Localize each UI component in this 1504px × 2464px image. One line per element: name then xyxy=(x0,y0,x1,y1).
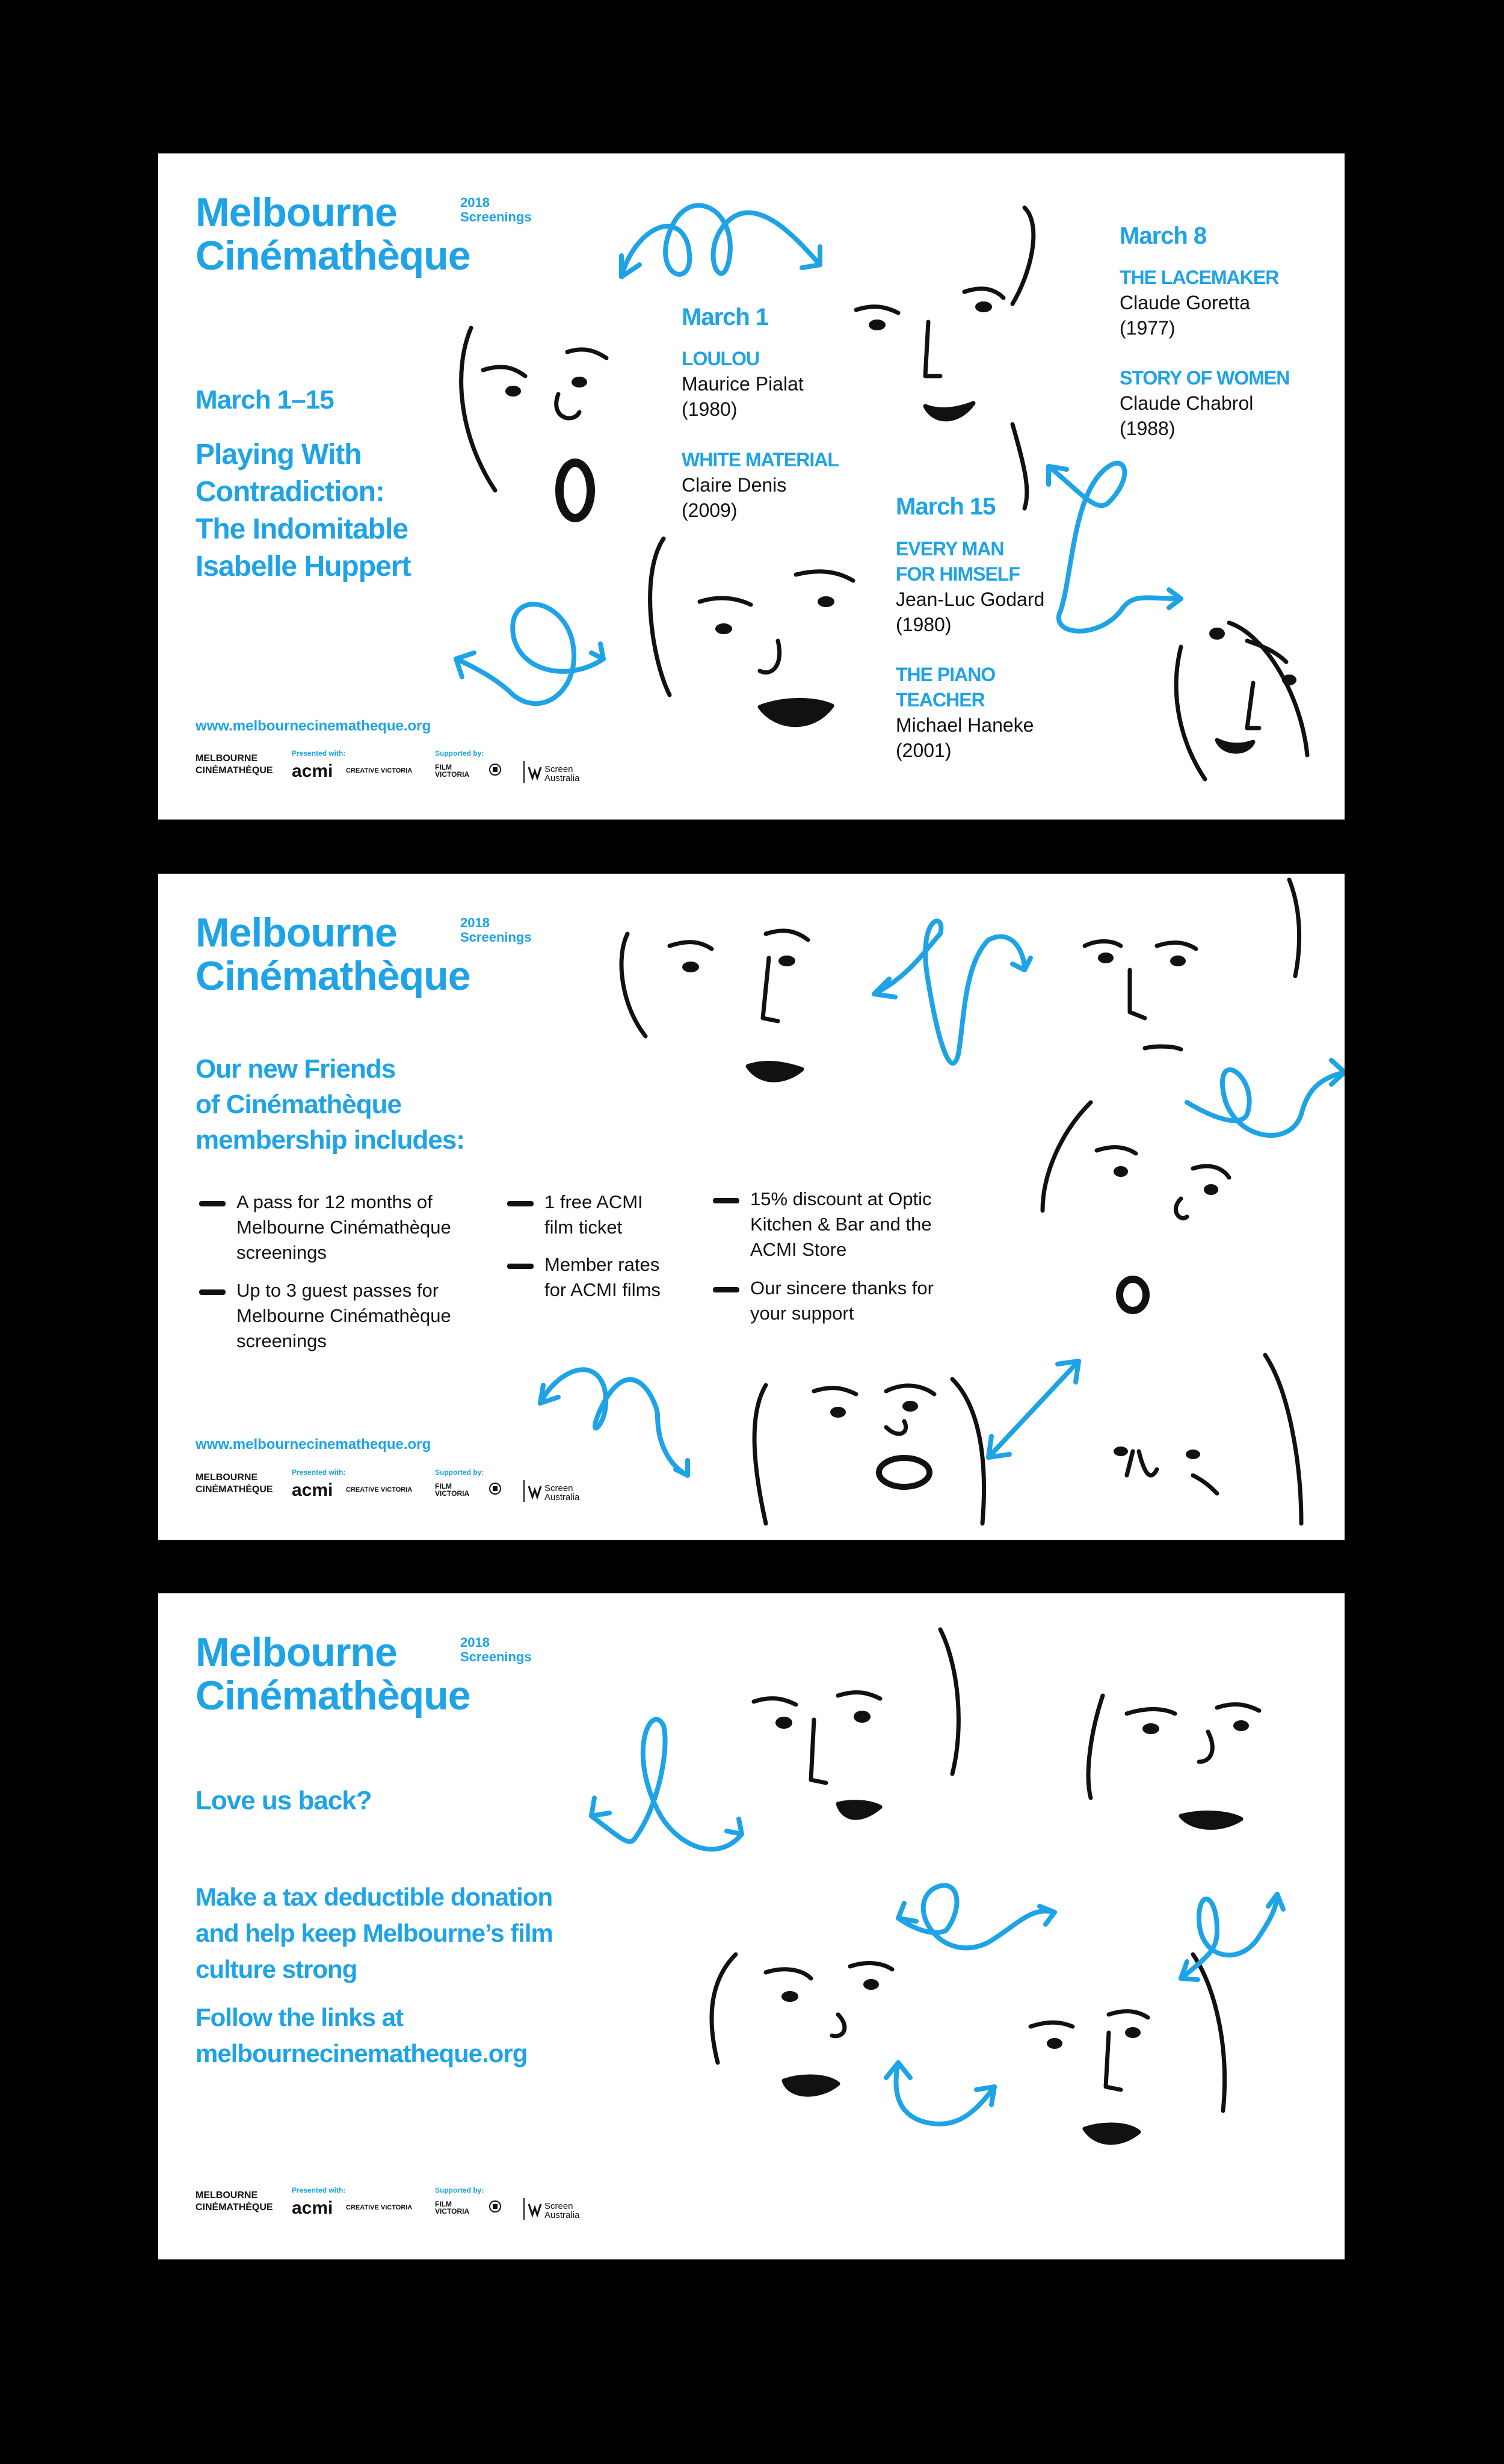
screen-australia-icon xyxy=(528,1484,542,1499)
benefit-item: Up to 3 guest passes for Melbourne Cinémathèque screenings xyxy=(236,1280,451,1351)
bullet-dash xyxy=(507,1201,534,1206)
divider xyxy=(523,2198,525,2220)
sponsor-strip xyxy=(196,749,629,785)
benefit-item: Our sincere thanks for your support xyxy=(750,1277,934,1324)
film-title: WHITE MATERIAL xyxy=(682,449,839,471)
film-director: Claude Chabrol xyxy=(1120,392,1254,414)
crest-icon xyxy=(487,1481,504,1497)
film-year: (1980) xyxy=(896,614,952,635)
membership-heading-line1: Our new Friends xyxy=(196,1054,396,1084)
brand-logo xyxy=(196,910,532,999)
screen-australia-logo: Screen Australia xyxy=(544,764,580,783)
date-march1: March 1 xyxy=(682,304,769,330)
sponsor-strip xyxy=(196,2186,629,2222)
membership-heading-line2: of Cinémathèque xyxy=(196,1090,401,1119)
brand-sub-line1: 2018 xyxy=(460,1635,490,1650)
film-title-line1: THE PIANO xyxy=(896,664,996,685)
bullet-dash xyxy=(713,1287,739,1292)
acmi-logo: acmi xyxy=(292,1480,333,1500)
creative-victoria-logo: CREATIVE VICTORIA xyxy=(346,2204,413,2211)
benefit-item: Member rates for ACMI films xyxy=(544,1254,661,1300)
film-title: LOULOU xyxy=(682,348,760,369)
donation-body xyxy=(196,1879,553,1987)
divider xyxy=(523,761,525,783)
brand-name-line1: Melbourne xyxy=(196,1629,397,1675)
season-title xyxy=(196,436,410,585)
film-title: THE LACEMAKER xyxy=(1120,267,1279,288)
film-title-line2: TEACHER xyxy=(896,689,985,711)
film-director: Claude Goretta xyxy=(1120,292,1251,313)
crest-icon xyxy=(487,2199,504,2215)
membership-heading xyxy=(196,1051,464,1158)
supported-label: Supported by: xyxy=(435,749,484,758)
screen-australia-icon xyxy=(528,765,542,780)
screen-australia-logo: Screen Australia xyxy=(544,1483,580,1502)
melbourne-cinematheque-logo: MELBOURNE CINÉMATHÈQUE xyxy=(196,1472,273,1495)
season-title-line3: The Indomitable xyxy=(196,513,408,545)
brand-name-line2: Cinémathèque xyxy=(196,233,470,279)
donation-body-line1: Make a tax deductible donation xyxy=(196,1883,553,1911)
film-director: Claire Denis xyxy=(682,474,787,496)
film-white-material xyxy=(682,447,839,523)
presented-label: Presented with: xyxy=(292,749,346,758)
benefit-item: 1 free ACMI film ticket xyxy=(544,1191,643,1238)
screen-australia-logo: Screen Australia xyxy=(544,2201,580,2220)
donation-heading: Love us back? xyxy=(196,1786,372,1815)
film-year: (2009) xyxy=(682,499,738,521)
brand-sub-line2: Screenings xyxy=(460,930,532,945)
website-link[interactable]: www.melbournecinematheque.org xyxy=(196,1436,431,1453)
creative-victoria-logo: CREATIVE VICTORIA xyxy=(346,1486,413,1493)
creative-victoria-logo: CREATIVE VICTORIA xyxy=(346,767,413,774)
brand-sub-line2: Screenings xyxy=(460,209,532,224)
sponsor-strip xyxy=(196,1468,629,1504)
website-link[interactable]: www.melbournecinematheque.org xyxy=(196,718,431,734)
acmi-logo: acmi xyxy=(292,761,333,781)
season-title-line4: Isabelle Huppert xyxy=(196,551,411,582)
film-victoria-logo: FILM VICTORIA xyxy=(435,2200,470,2215)
supported-label: Supported by: xyxy=(435,1468,484,1477)
supported-label: Supported by: xyxy=(435,2186,484,2194)
film-year: (1977) xyxy=(1120,317,1176,339)
film-story-of-women xyxy=(1120,365,1289,441)
date-march15: March 15 xyxy=(896,493,996,520)
brand-sub xyxy=(460,916,532,945)
brand-sub xyxy=(460,1635,532,1664)
season-title-line2: Contradiction: xyxy=(196,476,384,508)
acmi-logo: acmi xyxy=(292,2198,333,2218)
brand-name-line2: Cinémathèque xyxy=(196,1673,470,1718)
bullet-dash xyxy=(713,1198,739,1203)
membership-heading-line3: membership includes: xyxy=(196,1125,465,1155)
brand-sub-line2: Screenings xyxy=(460,1649,532,1664)
film-title-line2: FOR HIMSELF xyxy=(896,563,1020,585)
film-the-piano-teacher xyxy=(896,662,1034,763)
brand-sub-line1: 2018 xyxy=(460,195,490,210)
date-march8: March 8 xyxy=(1120,223,1207,249)
brand-logo xyxy=(196,190,532,279)
bullet-dash xyxy=(199,1201,226,1206)
brand-name-line1: Melbourne xyxy=(196,910,397,956)
donation-card xyxy=(158,1593,1345,2259)
melbourne-cinematheque-logo: MELBOURNE CINÉMATHÈQUE xyxy=(196,753,273,776)
membership-card xyxy=(158,874,1345,1540)
screening-card-huppert xyxy=(158,153,1345,820)
melbourne-cinematheque-logo: MELBOURNE CINÉMATHÈQUE xyxy=(196,2190,273,2212)
film-loulou xyxy=(682,346,804,422)
benefit-item: 15% discount at Optic Kitchen & Bar and the ACMI Store xyxy=(750,1188,932,1260)
film-the-lacemaker xyxy=(1120,265,1278,341)
film-year: (2001) xyxy=(896,740,952,761)
presented-label: Presented with: xyxy=(292,1468,346,1477)
benefit-item: A pass for 12 months of Melbourne Cinémathèque screenings xyxy=(236,1191,451,1263)
brand-name-line1: Melbourne xyxy=(196,190,397,235)
brand-sub xyxy=(460,196,532,224)
brand-name-line2: Cinémathèque xyxy=(196,953,470,999)
donation-body-line2: and help keep Melbourne’s film xyxy=(196,1919,553,1947)
brand-sub-line1: 2018 xyxy=(460,915,490,930)
film-title-line1: EVERY MAN xyxy=(896,538,1004,560)
film-victoria-logo: FILM VICTORIA xyxy=(435,1482,470,1498)
film-year: (1980) xyxy=(682,398,738,420)
brand-logo xyxy=(196,1629,532,1718)
follow-links-line1: Follow the links at xyxy=(196,2003,404,2031)
crest-icon xyxy=(487,762,504,778)
film-victoria-logo: FILM VICTORIA xyxy=(435,763,470,779)
bullet-dash xyxy=(199,1289,226,1295)
film-every-man-for-himself xyxy=(896,536,1044,637)
film-director: Jean-Luc Godard xyxy=(896,588,1045,610)
season-title-line1: Playing With xyxy=(196,439,362,471)
season-date-range: March 1–15 xyxy=(196,385,334,415)
film-director: Michael Haneke xyxy=(896,714,1034,736)
bullet-dash xyxy=(507,1264,534,1269)
follow-links xyxy=(196,1999,527,2072)
film-director: Maurice Pialat xyxy=(682,373,804,395)
film-title: STORY OF WOMEN xyxy=(1120,367,1290,389)
screen-australia-icon xyxy=(528,2202,542,2217)
donation-body-line3: culture strong xyxy=(196,1955,357,1983)
divider xyxy=(523,1480,525,1502)
presented-label: Presented with: xyxy=(292,2186,346,2194)
follow-links-url[interactable]: melbournecinematheque.org xyxy=(196,2039,528,2067)
film-year: (1988) xyxy=(1120,418,1176,439)
